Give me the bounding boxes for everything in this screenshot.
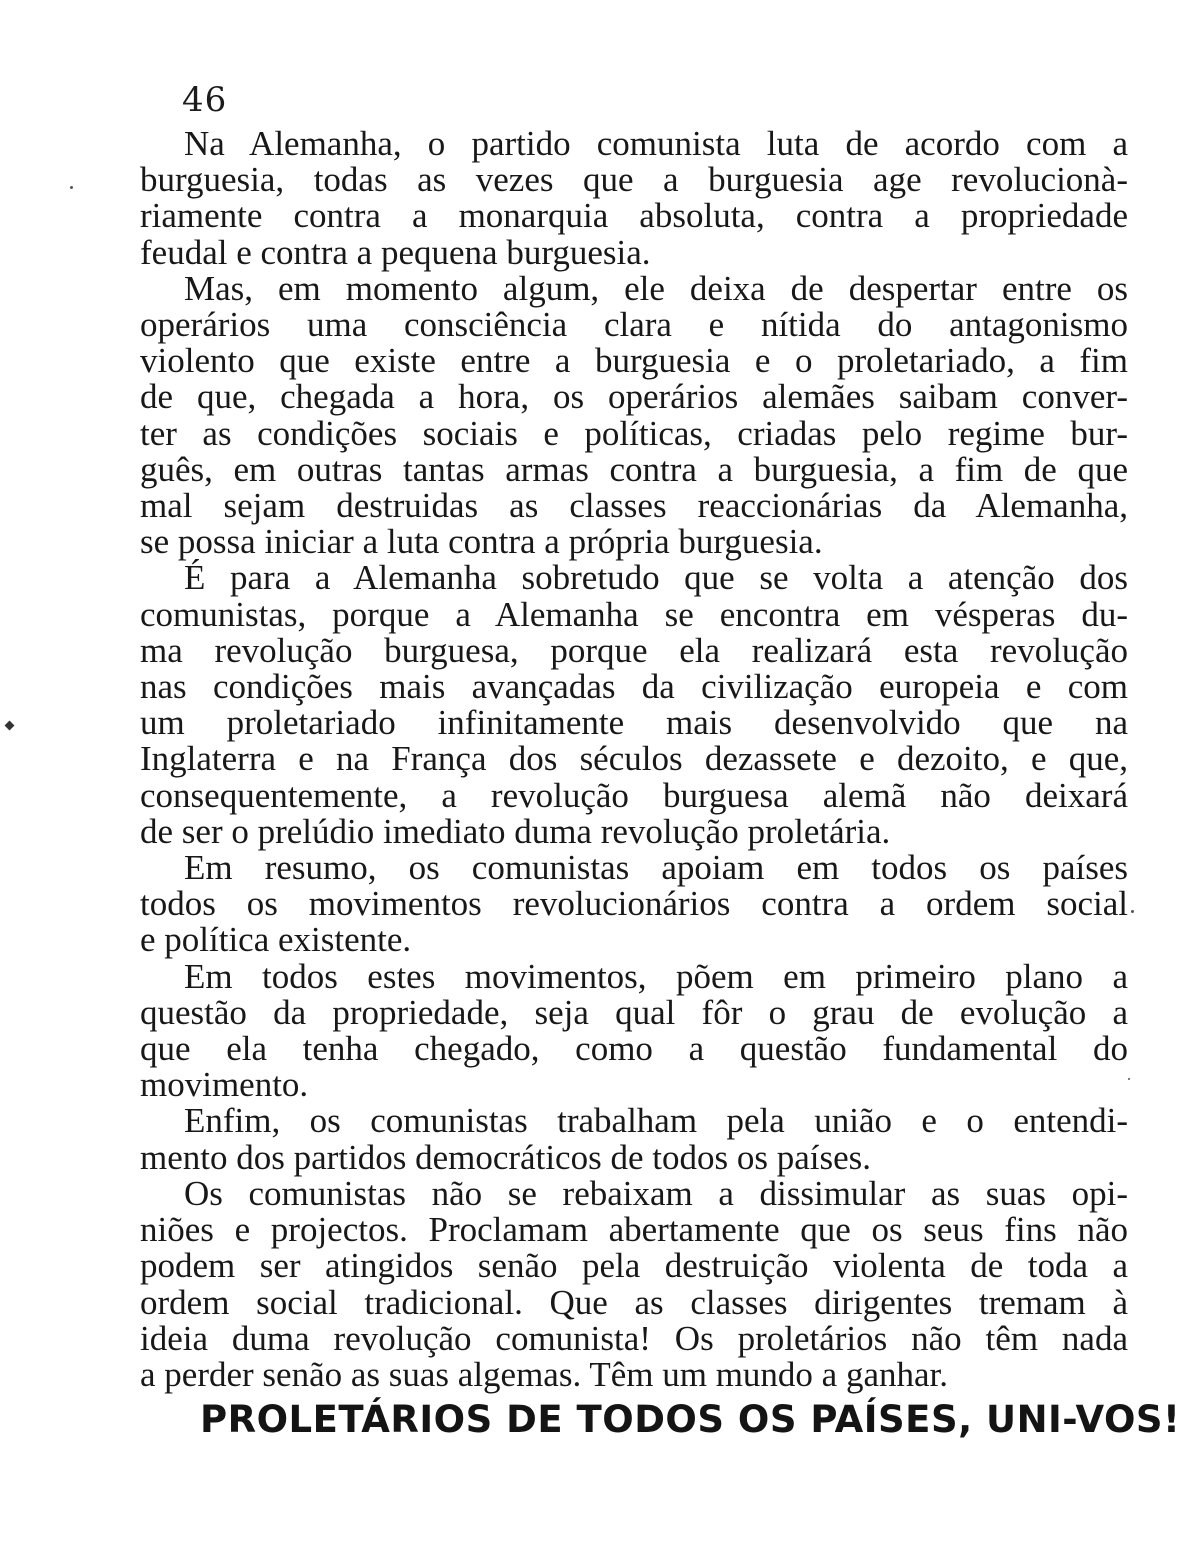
text-line: mento dos partidos democráticos de todos os países.	[140, 1137, 871, 1177]
text-line: Enfim, os comunistas trabalham pela união e o entendi-	[184, 1101, 1128, 1141]
text-line: movimento.	[140, 1065, 309, 1105]
text-line: nas condições mais avançadas da civilização europeia e com	[140, 667, 1128, 707]
margin-mark-icon	[5, 721, 15, 731]
text-line: ter as condições sociais e políticas, criadas pelo regime bur-	[140, 413, 1128, 453]
text-line: e política existente.	[140, 920, 412, 960]
text-line: a perder senão as suas algemas. Têm um mundo a ganhar.	[140, 1354, 948, 1394]
paragraph	[140, 126, 1128, 271]
text-line: Inglaterra e na França dos séculos dezassete e dezoito, e que,	[140, 739, 1128, 779]
print-speck	[1131, 910, 1134, 913]
text-line: É para a Alemanha sobretudo que se volta a atenção dos	[184, 558, 1128, 598]
text-line: comunistas, porque a Alemanha se encontra em vésperas du-	[140, 594, 1128, 634]
text-line: guês, em outras tantas armas contra a burguesia, a fim de que	[140, 449, 1128, 489]
closing-slogan: PROLETÁRIOS DE TODOS OS PAÍSES, UNI-VOS!	[200, 1398, 1181, 1441]
text-line: podem ser atingidos senão pela destruição violenta de toda a	[140, 1246, 1128, 1286]
paragraph	[140, 956, 1128, 1105]
print-speck	[1128, 1078, 1130, 1080]
paragraph	[140, 560, 1128, 850]
text-line: questão da propriedade, seja qual fôr o grau de evolução a	[140, 992, 1128, 1032]
text-line: de ser o prelúdio imediato duma revolução proletária.	[140, 811, 891, 851]
text-line: que ela tenha chegado, como a questão fundamental do	[140, 1029, 1128, 1069]
text-line: Em todos estes movimentos, põem em primeiro plano a	[184, 956, 1128, 996]
text-line: consequentemente, a revolução burguesa alemã não deixará	[140, 775, 1128, 815]
text-line: todos os movimentos revolucionários contra a ordem social	[140, 884, 1128, 924]
text-line: ma revolução burguesa, porque ela realizará esta revolução	[140, 630, 1128, 670]
text-line: burguesia, todas as vezes que a burguesia age revolucionà-	[140, 160, 1128, 200]
text-line: de que, chegada a hora, os operários alemães saibam conver-	[140, 377, 1128, 417]
text-line: Os comunistas não se rebaixam a dissimular as suas opi-	[184, 1173, 1128, 1213]
text-line: feudal e contra a pequena burguesia.	[140, 232, 651, 272]
text-line: violento que existe entre a burguesia e o proletariado, a fim	[140, 341, 1128, 381]
paragraph	[140, 850, 1128, 959]
text-line: Na Alemanha, o partido comunista luta de acordo com a	[184, 124, 1128, 163]
text-line: Em resumo, os comunistas apoiam em todos os países	[184, 848, 1128, 888]
print-speck	[70, 186, 73, 189]
paragraph	[140, 1173, 1128, 1394]
text-line: se possa iniciar a luta contra a própria burguesia.	[140, 522, 823, 562]
page-number: 46	[182, 80, 228, 120]
text-line: ordem social tradicional. Que as classes dirigentes tremam à	[140, 1282, 1128, 1322]
text-line: Mas, em momento algum, ele deixa de despertar entre os	[184, 268, 1128, 308]
text-line: ideia duma revolução comunista! Os proletários não têm nada	[140, 1318, 1128, 1358]
text-line: mal sejam destruidas as classes reaccionárias da Alemanha,	[140, 486, 1128, 526]
body-text	[140, 126, 1128, 1393]
paragraph	[140, 268, 1128, 562]
text-line: niões e projectos. Proclamam abertamente que os seus fins não	[140, 1210, 1128, 1250]
paragraph	[140, 1103, 1128, 1175]
text-line: um proletariado infinitamente mais desenvolvido que na	[140, 703, 1128, 743]
text-line: riamente contra a monarquia absoluta, contra a propriedade	[140, 196, 1128, 236]
text-line: operários uma consciência clara e nítida do antagonismo	[140, 305, 1128, 345]
